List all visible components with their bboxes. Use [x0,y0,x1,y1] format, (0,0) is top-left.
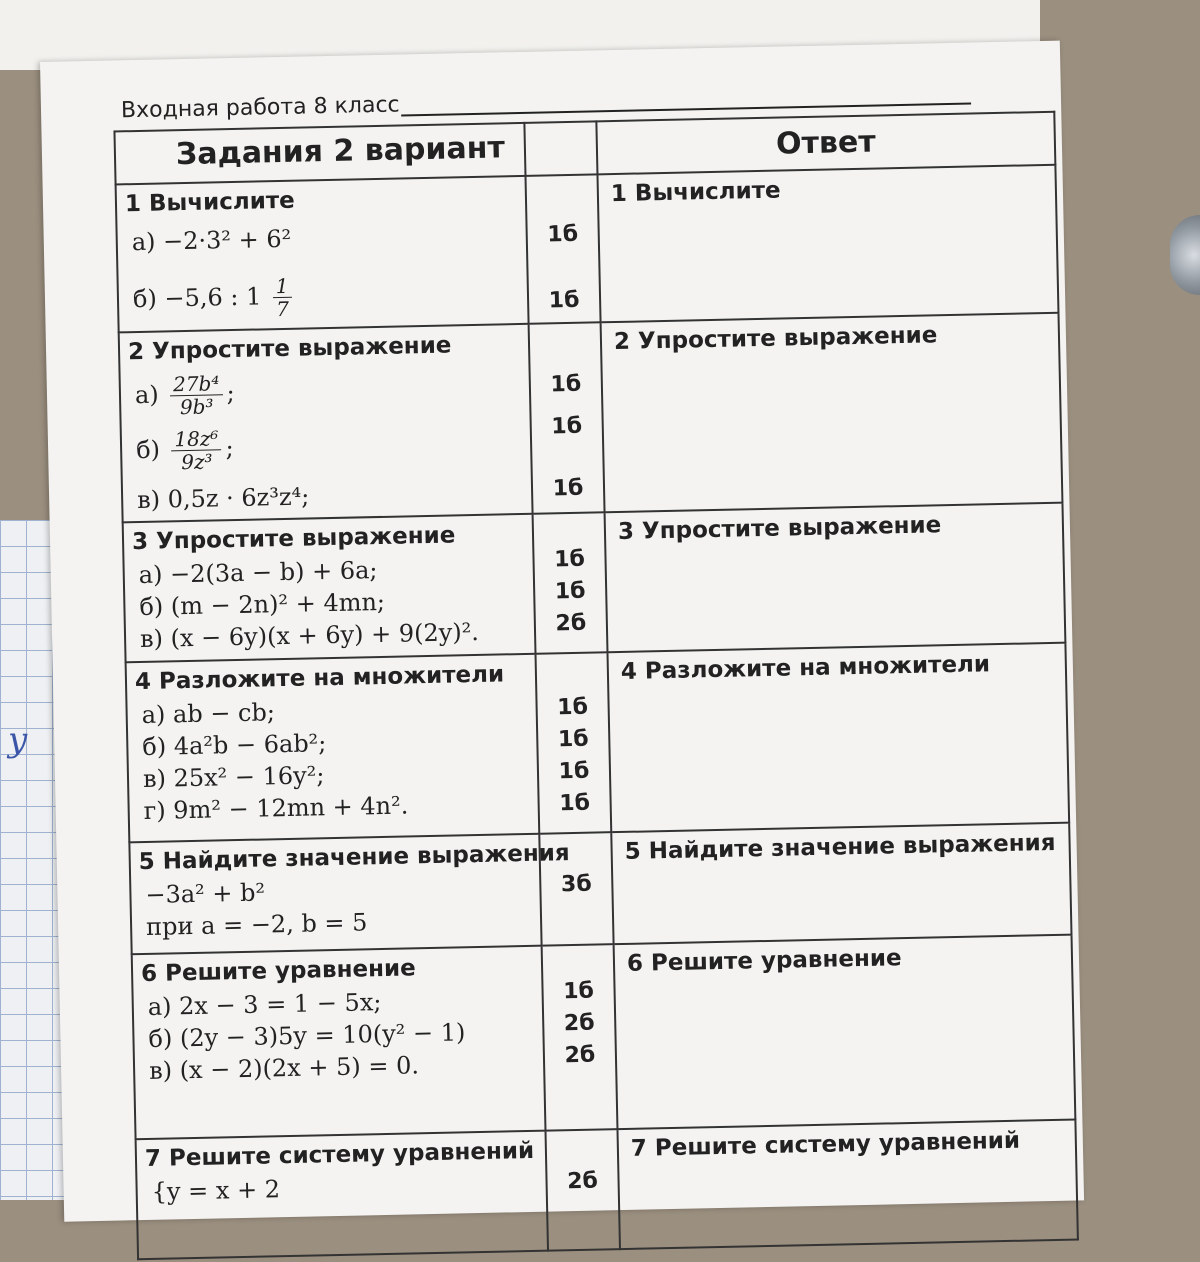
task-item: в) 0,5z · 6z³z⁴; [136,482,310,515]
points: 1б [552,475,584,502]
metal-object [1170,215,1200,295]
task-item: −3a² + b² [145,878,266,909]
task-title: 4 Разложите на множители [134,661,505,696]
answer-title: 6 Решите уравнение [626,945,902,977]
answer-title: 7 Решите систему уравнений [630,1127,1021,1162]
answer-title: 3 Упростите выражение [617,512,942,545]
points: 1б [557,694,589,721]
task-title: 2 Упростите выражение [127,332,452,366]
task-item [118,265,527,329]
task-item: а) −2·3² + 6² [131,224,292,257]
fraction-numerator: 18z⁶ [171,427,221,451]
task-table [113,111,1078,1260]
answer-title: 4 Разложите на множители [620,651,991,685]
points: 1б [557,726,589,753]
task-item: г) 9m² − 12mn + 4n². [143,791,409,825]
points: 2б [566,1168,599,1195]
fraction-numerator: 1 [272,275,291,298]
task-row-4 [126,643,1070,843]
points: 1б [550,371,582,398]
fraction [171,427,222,473]
fraction-tail: ; [226,378,235,408]
answer-title: 5 Найдите значение выражения [624,829,1056,865]
points: 2б [563,1010,595,1037]
task-item-text: а) [134,380,159,410]
points: 2б [564,1042,596,1069]
task-item: б) (2y − 3)5y = 10(y² − 1) [148,1018,466,1053]
task-row-2 [119,313,1063,523]
handwritten-scribble: y [8,720,28,760]
task-item: б) (m − 2n)² + 4mn; [139,587,386,622]
points: 1б [547,221,579,248]
task-item [120,361,529,425]
fraction [170,372,223,418]
task-item [122,416,531,480]
fraction-denominator: 9b³ [179,394,214,420]
points: 1б [562,978,595,1005]
fraction-numerator: 27b⁴ [170,372,223,396]
task-item: {y = x + 2 [151,1175,281,1206]
task-title: 5 Найдите значение выражения [138,840,570,876]
points: 1б [551,413,583,440]
task-row-3 [123,503,1066,663]
task-item-text: б) −5,6 : 1 [132,282,262,314]
fraction [272,275,292,320]
fraction-denominator: 9z³ [180,449,213,475]
task-item: в) 25x² − 16y²; [142,761,325,793]
task-item: а) −2(3a − b) + 6a; [138,556,378,590]
task-row-5 [129,823,1071,955]
points: 2б [555,610,587,637]
task-item-text: б) [135,435,161,465]
points: 1б [553,546,586,573]
points: 3б [560,871,592,898]
task-item: в) (x − 2)(2x + 5) = 0. [148,1051,420,1085]
task-title: 1 Вычислите [124,187,296,218]
task-item: при a = −2, b = 5 [145,908,368,941]
task-row-7 [136,1120,1078,1260]
task-item: в) (x − 6y)(x + 6y) + 9(2y)². [139,617,480,654]
task-item: а) 2x − 3 = 1 − 5x; [147,988,382,1021]
answer-title: 1 Вычислите [610,177,781,208]
task-title: 7 Решите систему уравнений [144,1137,535,1173]
worksheet [40,41,1084,1222]
task-title: 6 Решите уравнение [140,955,416,988]
fraction-denominator: 7 [275,296,290,322]
task-item: б) 4a²b − 6ab²; [142,729,327,762]
task-row-1 [116,165,1059,333]
task-row-6 [132,935,1076,1140]
points: 1б [559,790,591,817]
points: 1б [558,758,590,785]
task-item: а) ab − cb; [141,698,276,730]
worksheet-header: Входная работа 8 класс [120,92,400,124]
points: 1б [548,287,580,314]
answer-title: 2 Упростите выражение [613,322,938,356]
fraction-tail: ; [225,434,234,463]
task-title: 3 Упростите выражение [131,522,456,556]
points: 1б [554,578,586,605]
tasks-column-title: Задания 2 вариант [175,130,506,173]
answer-column-title: Ответ [775,124,877,162]
